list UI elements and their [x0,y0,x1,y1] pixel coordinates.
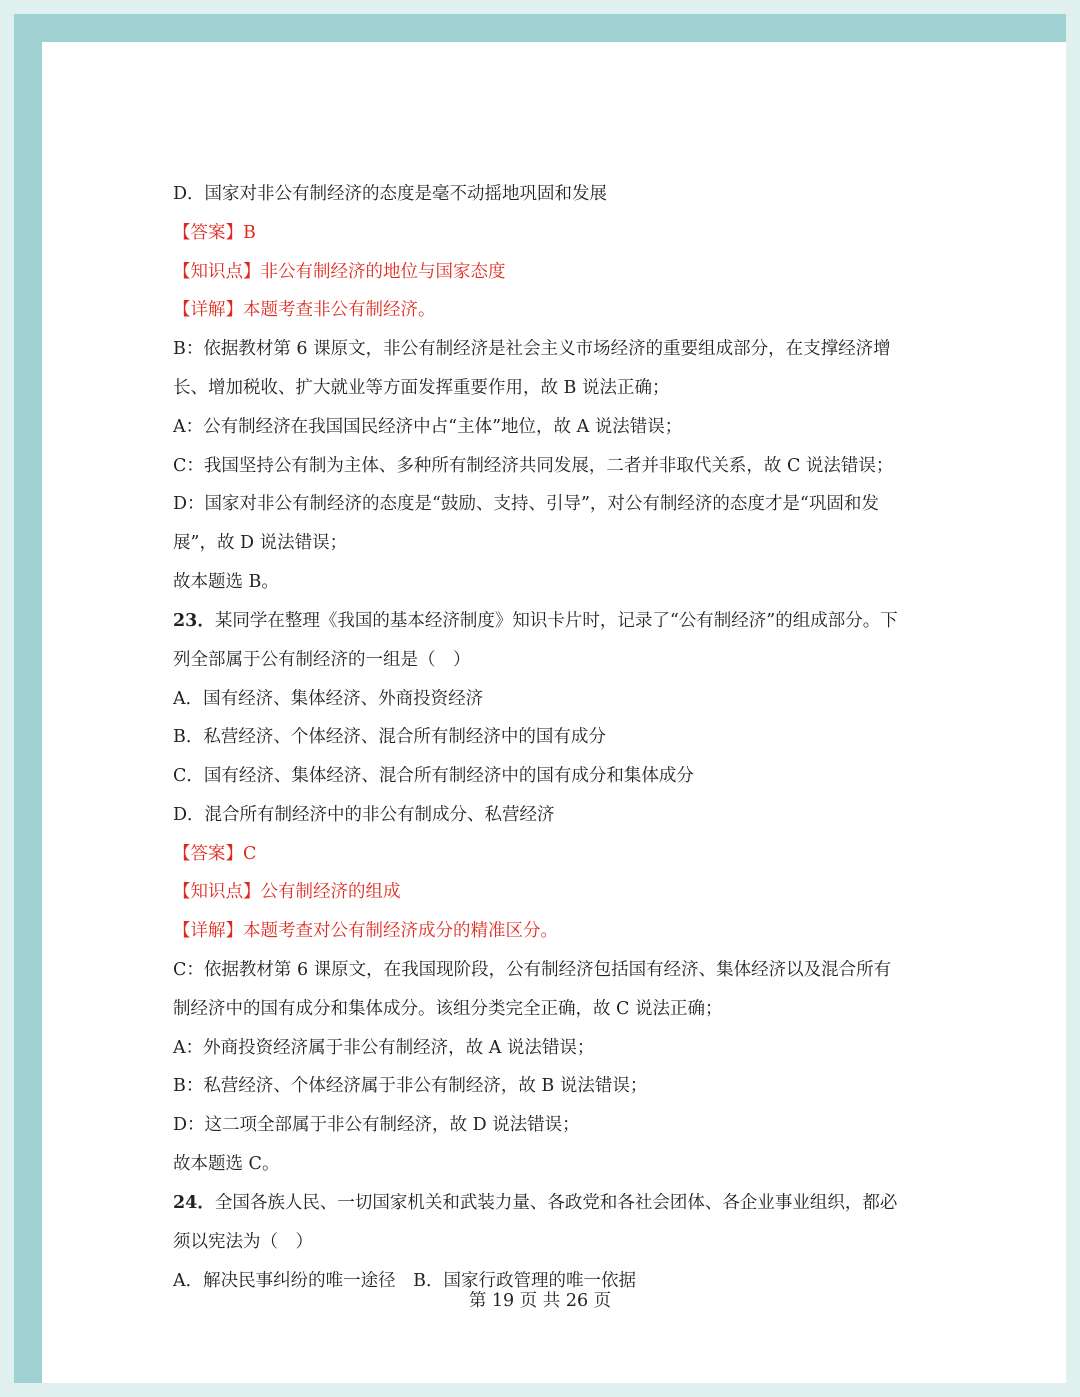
q24-options-ab: A．解决民事纠纷的唯一途径 B．国家行政管理的唯一依据 [173,1271,636,1291]
q23-option-d: D．混合所有制经济中的非公有制成分、私营经济 [173,805,555,825]
q22-knowledge-point: 【知识点】非公有制经济的地位与国家态度 [173,262,506,282]
q23-option-b: B．私营经济、个体经济、混合所有制经济中的国有成分 [173,727,606,747]
q22-explain-c: C：我国坚持公有制为主体、多种所有制经济共同发展，二者并非取代关系，故 C 说法错误； [173,456,894,476]
q22-explain-d-line2: 展”，故 D 说法错误； [173,533,348,553]
q22-explain-b-line1: B：依据教材第 6 课原文，非公有制经济是社会主义市场经济的重要组成部分，在支撑经济增 [173,339,891,359]
q23-stem-text: 某同学在整理《我国的基本经济制度》知识卡片时，记录了“公有制经济”的组成部分。下 [214,611,898,631]
q23-option-c: C．国有经济、集体经济、混合所有制经济中的国有成分和集体成分 [173,766,694,786]
q23-conclusion: 故本题选 C。 [173,1154,280,1174]
q23-knowledge-point: 【知识点】公有制经济的组成 [173,882,401,902]
q23-answer: 【答案】C [173,844,257,864]
q23-analysis-title: 【详解】本题考查对公有制经济成分的精准区分。 [173,921,558,941]
q23-explain-c-line2: 制经济中的国有成分和集体成分。该组分类完全正确，故 C 说法正确； [173,999,723,1019]
q24-stem-text: 全国各族人民、一切国家机关和武装力量、各政党和各社会团体、各企业事业组织，都必 [214,1193,898,1213]
q23-explain-a: A：外商投资经济属于非公有制经济，故 A 说法错误； [173,1038,595,1058]
q22-explain-a: A：公有制经济在我国国民经济中占“主体”地位，故 A 说法错误； [173,417,683,437]
q22-analysis-title: 【详解】本题考查非公有制经济。 [173,300,436,320]
page-frame [14,14,1066,1383]
q22-option-d: D．国家对非公有制经济的态度是毫不动摇地巩固和发展 [173,184,608,204]
q23-explain-c-line1: C：依据教材第 6 课原文，在我国现阶段，公有制经济包括国有经济、集体经济以及混合所有 [173,960,892,980]
q22-explain-b-line2: 长、增加税收、扩大就业等方面发挥重要作用，故 B 说法正确； [173,378,670,398]
q24-stem-line2: 须以宪法为（ ） [173,1232,313,1252]
document-page [42,42,1066,1383]
q24-stem-line1 [173,1190,897,1216]
q23-stem-line2: 列全部属于公有制经济的一组是（ ） [173,650,471,670]
q22-explain-d-line1: D：国家对非公有制经济的态度是“鼓励、支持、引导”，对公有制经济的态度才是“巩固和发 [173,494,879,514]
q23-explain-d: D：这二项全部属于非公有制经济，故 D 说法错误； [173,1115,580,1135]
q23-stem-line1 [173,608,898,634]
q22-conclusion: 故本题选 B。 [173,572,279,592]
q22-answer: 【答案】B [173,223,256,243]
q23-explain-b: B：私营经济、个体经济属于非公有制经济，故 B 说法错误； [173,1076,648,1096]
q23-option-a: A．国有经济、集体经济、外商投资经济 [173,689,484,709]
q24-number: 24． [173,1193,215,1213]
page-footer: 第 19 页 共 26 页 [468,1291,612,1311]
q23-number: 23． [173,611,215,631]
